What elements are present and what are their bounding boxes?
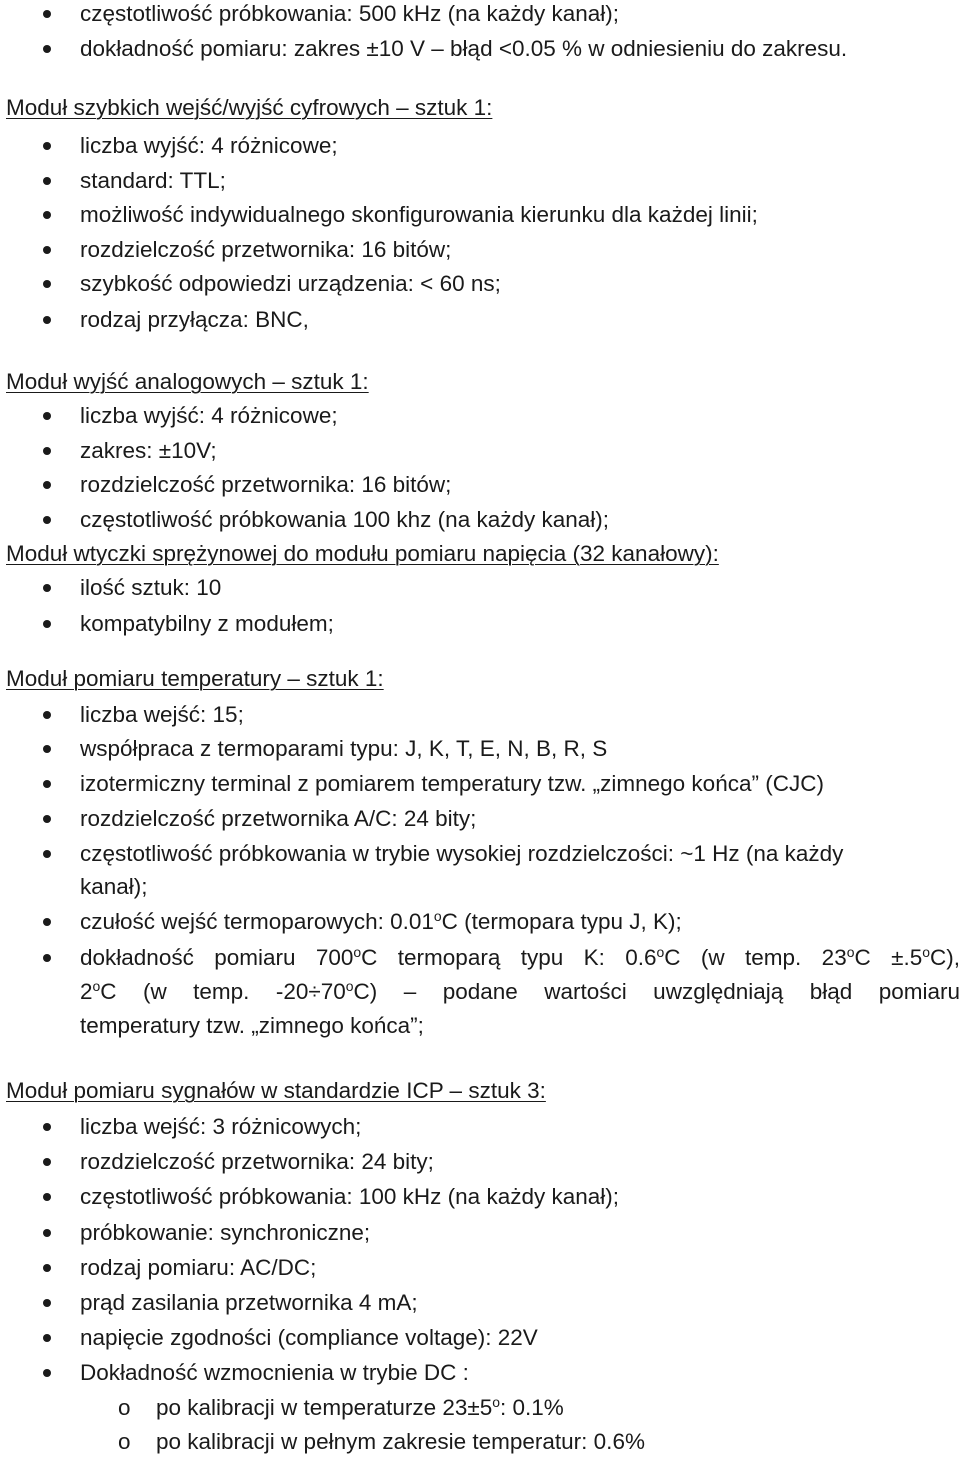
section-heading: Moduł wyjść analogowych – sztuk 1: xyxy=(6,369,369,394)
list-item: rodzaj przyłącza: BNC, xyxy=(80,307,309,332)
list-item: częstotliwość próbkowania: 500 kHz (na każdy kanał); xyxy=(80,1,620,26)
list-item: próbkowanie: synchroniczne; xyxy=(80,1220,371,1245)
section-heading: Moduł pomiaru sygnałów w standardzie ICP – sztuk 3: xyxy=(6,1078,546,1103)
list-item: napięcie zgodności (compliance voltage): 22V xyxy=(80,1325,538,1350)
list-item: liczba wyjść: 4 różnicowe; xyxy=(80,133,338,158)
list-item: rozdzielczość przetwornika A/C: 24 bity; xyxy=(80,806,477,831)
list-item: liczba wejść: 3 różnicowych; xyxy=(80,1114,362,1139)
list-item: standard: TTL; xyxy=(80,168,226,193)
list-item: rozdzielczość przetwornika: 24 bity; xyxy=(80,1149,434,1174)
list-item: prąd zasilania przetwornika 4 mA; xyxy=(80,1290,418,1315)
list-item-continuation: 2$^o$C (w temp. $-20\div 70^oC$) – podane wartości uwzględniają błąd pomiaru xyxy=(80,977,960,1004)
list-item: izotermiczny terminal z pomiarem temperatury tzw. „zimnego końca” (CJC) xyxy=(80,771,824,796)
list-item: częstotliwość próbkowania 100 khz (na każdy kanał); xyxy=(80,507,610,532)
list-item: zakres: ±10V; xyxy=(80,438,217,463)
list-item: rozdzielczość przetwornika: 16 bitów; xyxy=(80,237,452,262)
list-item: częstotliwość próbkowania: 100 kHz (na każdy kanał); xyxy=(80,1184,620,1209)
list-item: dokładność pomiaru 700$^o$C termoparą typu K: 0.6$^o$C (w temp. $23^oC \pm.5^oC$), xyxy=(80,945,960,973)
list-item: czułość wejść termoparowych: 0.01$^o$C (termopara typu J, K); xyxy=(80,909,682,937)
list-item: współpraca z termoparami typu: J, K, T, E, N, B, R, S xyxy=(80,736,608,761)
list-item-continuation: kanał); xyxy=(80,874,148,899)
list-item: rodzaj pomiaru: AC/DC; xyxy=(80,1255,317,1280)
section-heading: Moduł pomiaru temperatury – sztuk 1: xyxy=(6,666,384,691)
sub-list-item: o po kalibracji w temperaturze $23\pm 5^o$: 0.1% xyxy=(156,1395,564,1423)
sub-list-item: o po kalibracji w pełnym zakresie temperatur: 0.6% xyxy=(156,1429,645,1455)
list-item: liczba wyjść: 4 różnicowe; xyxy=(80,403,338,428)
list-item: częstotliwość próbkowania w trybie wysokiej rozdzielczości: ~1 Hz (na każdy xyxy=(80,841,844,866)
section-heading: Moduł szybkich wejść/wyjść cyfrowych – sztuk 1: xyxy=(6,95,493,120)
list-item: rozdzielczość przetwornika: 16 bitów; xyxy=(80,472,452,497)
list-item: dokładność pomiaru: zakres ±10 V – błąd <0.05 % w odniesieniu do zakresu. xyxy=(80,36,848,61)
list-item: Dokładność wzmocnienia w trybie DC : xyxy=(80,1360,469,1385)
section-heading: Moduł wtyczki sprężynowej do modułu pomiaru napięcia (32 kanałowy): xyxy=(6,541,719,566)
list-item: kompatybilny z modułem; xyxy=(80,611,334,636)
list-item: liczba wejść: 15; xyxy=(80,702,244,727)
list-item-continuation: temperatury tzw. „zimnego końca”; xyxy=(80,1013,424,1038)
list-item: szybkość odpowiedzi urządzenia: < 60 ns; xyxy=(80,271,501,296)
list-item: możliwość indywidualnego skonfigurowania kierunku dla każdej linii; xyxy=(80,202,758,227)
list-item: ilość sztuk: 10 xyxy=(80,575,222,600)
